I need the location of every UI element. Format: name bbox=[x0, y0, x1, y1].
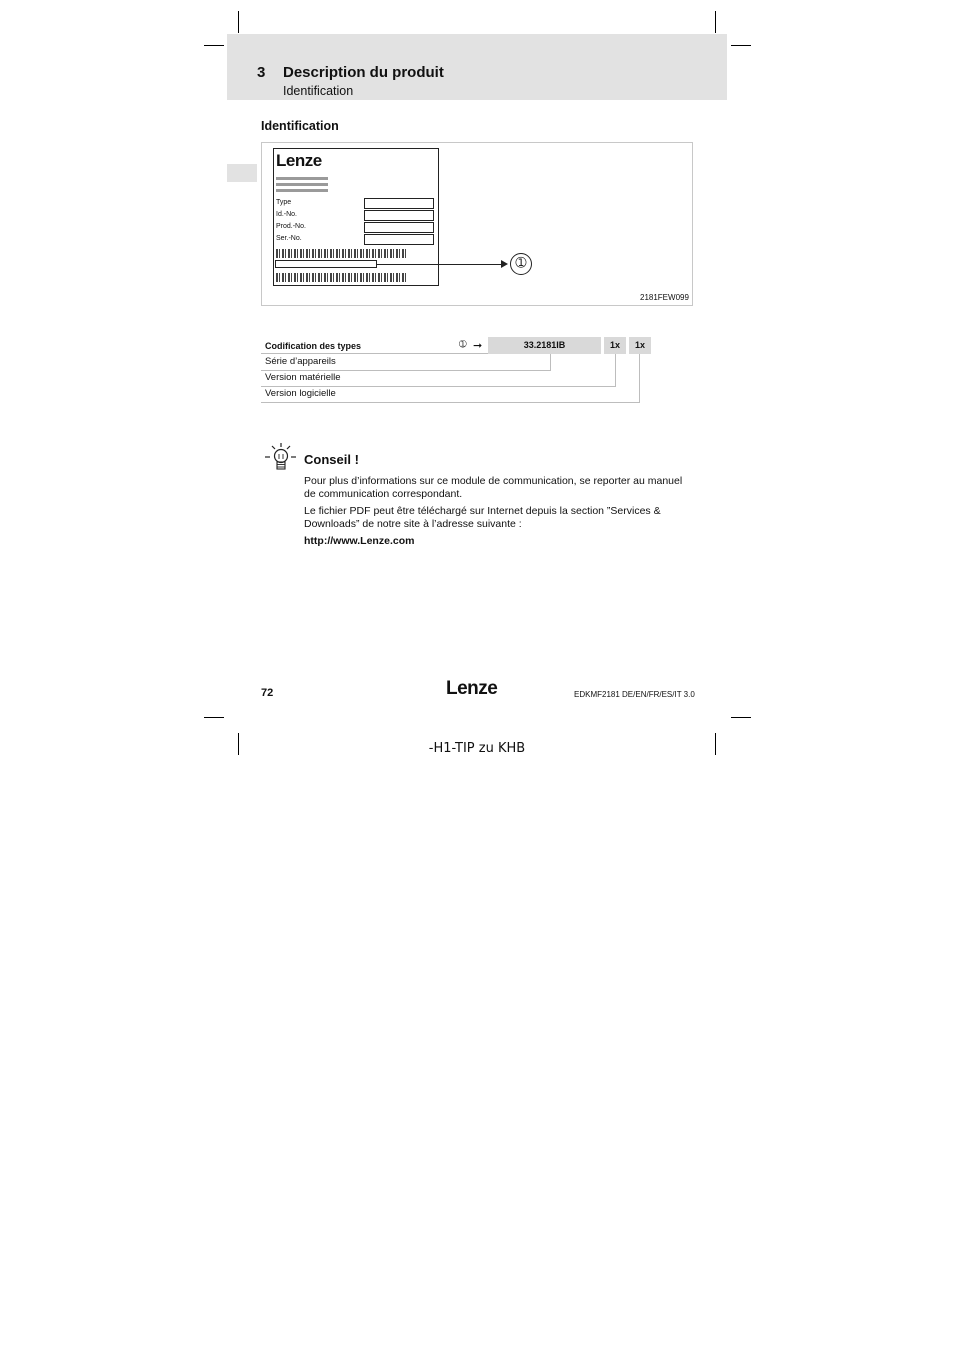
arrow-right-icon: ➞ bbox=[473, 339, 483, 352]
plate-field-type bbox=[364, 198, 434, 209]
crop-mark bbox=[731, 717, 751, 718]
plate-label-prod: Prod.-No. bbox=[276, 223, 306, 230]
crop-mark bbox=[715, 11, 716, 33]
plate-field-ser bbox=[364, 234, 434, 245]
side-tab bbox=[227, 164, 257, 182]
chapter-title: Description du produit bbox=[283, 64, 444, 81]
grey-bar bbox=[276, 183, 328, 186]
table-connector bbox=[550, 354, 551, 371]
grey-bar bbox=[276, 177, 328, 180]
tip-paragraph: Le fichier PDF peut être téléchargé sur Internet depuis la section ”Services & Downloads” de notre site à l’adresse suivante : bbox=[304, 505, 661, 530]
type-code-row: Version matérielle bbox=[265, 372, 341, 383]
plate-label-type: Type bbox=[276, 199, 292, 206]
lightbulb-icon bbox=[265, 443, 297, 471]
crop-mark bbox=[204, 45, 224, 46]
chapter-subtitle: Identification bbox=[283, 84, 354, 98]
type-code-strip bbox=[275, 260, 377, 268]
plate-label-id: Id.-No. bbox=[276, 211, 298, 218]
plate-field-id bbox=[364, 210, 434, 221]
page-number: 72 bbox=[261, 687, 274, 699]
plate-field-prod bbox=[364, 222, 434, 233]
document-reference: EDKMF2181 DE/EN/FR/ES/IT 3.0 bbox=[574, 690, 695, 699]
page-caption: -H1-TIP zu KHB bbox=[428, 741, 526, 756]
callout-line bbox=[377, 264, 503, 265]
grey-bar bbox=[276, 189, 328, 192]
table-rule bbox=[261, 353, 488, 354]
crop-mark bbox=[731, 45, 751, 46]
table-rule bbox=[261, 402, 640, 403]
section-title: Identification bbox=[261, 119, 339, 133]
table-rule bbox=[261, 370, 551, 371]
website-link[interactable]: http://www.Lenze.com bbox=[304, 535, 415, 547]
type-code-cell: 33.2181IB bbox=[488, 337, 601, 354]
tip-paragraph: Pour plus d’informations sur ce module de communication, se reporter au manuel de communication correspondant. bbox=[304, 475, 683, 500]
table-connector bbox=[639, 354, 640, 403]
callout-number: ➀ bbox=[510, 253, 532, 275]
arrow-head-icon bbox=[501, 260, 508, 268]
table-rule bbox=[261, 386, 616, 387]
figure-code: 2181FEW099 bbox=[640, 293, 689, 302]
barcode bbox=[276, 249, 406, 258]
footer-logo: Lenze bbox=[446, 678, 498, 699]
tip-title: Conseil ! bbox=[304, 452, 359, 467]
chapter-number: 3 bbox=[257, 64, 266, 81]
crop-mark bbox=[238, 11, 239, 33]
plate-label-ser: Ser.-No. bbox=[276, 235, 302, 242]
type-code-marker: ➀ bbox=[459, 340, 467, 350]
table-connector bbox=[615, 354, 616, 387]
barcode bbox=[276, 273, 406, 282]
type-code-row: Série d’appareils bbox=[265, 356, 336, 367]
type-code-title: Codification des types bbox=[265, 341, 362, 351]
type-code-cell: 1x bbox=[604, 337, 626, 354]
type-code-cell: 1x bbox=[629, 337, 651, 354]
crop-mark bbox=[204, 717, 224, 718]
nameplate-logo: Lenze bbox=[276, 151, 322, 170]
type-code-row: Version logicielle bbox=[265, 388, 336, 399]
